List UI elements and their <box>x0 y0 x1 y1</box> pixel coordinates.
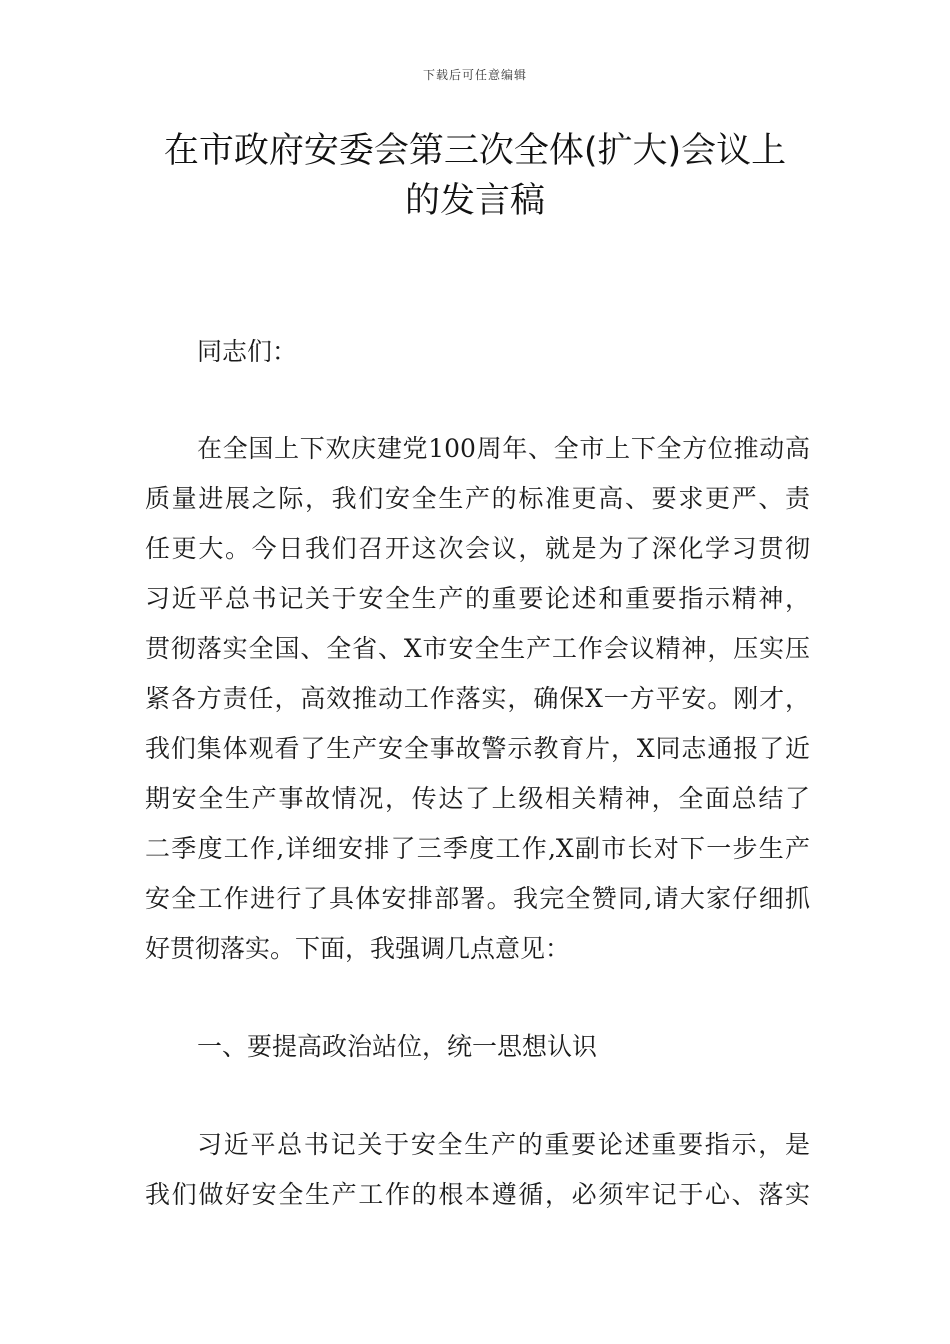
section-heading: 一、要提高政治站位，统一思想认识 <box>197 1032 598 1061</box>
paragraph-2 <box>145 1120 810 1220</box>
paragraph-line: 在全国上下欢庆建党100周年、全市上下全方位推动高 <box>197 434 810 463</box>
title-line: 在市政府安委会第三次全体(扩大)会议上 <box>163 131 787 171</box>
paragraph-line: 我们集体观看了生产安全事故警示教育片，X同志通报了近 <box>145 734 810 763</box>
greeting: 同志们： <box>197 337 298 366</box>
paragraph-line: 我们做好安全生产工作的根本遵循，必须牢记于心、落实 <box>145 1180 810 1209</box>
paragraph-line: 质量进展之际，我们安全生产的标准更高、要求更严、责 <box>145 484 810 513</box>
paragraph-line: 期安全生产事故情况，传达了上级相关精神，全面总结了 <box>145 784 810 813</box>
paragraph-line: 任更大。今日我们召开这次会议，就是为了深化学习贯彻 <box>145 534 810 563</box>
paragraph-line: 二季度工作,详细安排了三季度工作,X副市长对下一步生产 <box>145 834 810 863</box>
paragraph-line: 安全工作进行了具体安排部署。我完全赞同,请大家仔细抓 <box>145 884 810 913</box>
paragraph-line: 好贯彻落实。下面，我强调几点意见： <box>145 934 571 963</box>
paragraph-line: 紧各方责任，高效推动工作落实，确保X一方平安。刚才， <box>145 684 810 713</box>
document-title <box>140 126 810 226</box>
title-line: 的发言稿 <box>404 181 545 221</box>
paragraph-line: 贯彻落实全国、全省、X市安全生产工作会议精神，压实压 <box>145 634 810 663</box>
paragraph-line: 习近平总书记关于安全生产的重要论述重要指示，是 <box>197 1130 810 1159</box>
header-note: 下载后可任意编辑 <box>422 68 527 82</box>
paragraph-1 <box>145 424 810 974</box>
paragraph-line: 习近平总书记关于安全生产的重要论述和重要指示精神， <box>145 584 810 613</box>
